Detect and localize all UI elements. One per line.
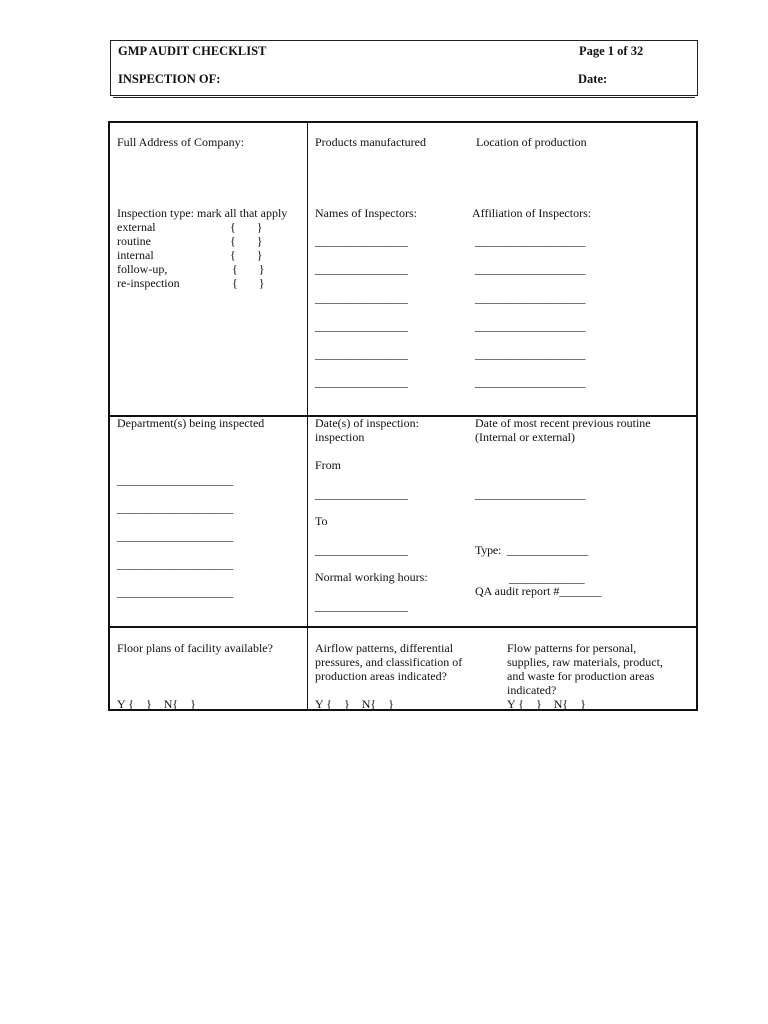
airflow-label-3: production areas indicated? [315, 669, 447, 683]
department-field[interactable]: ____________________ [117, 473, 234, 487]
recent-date-field[interactable]: ___________________ [475, 487, 586, 501]
type-internal-checkbox[interactable]: { } [230, 248, 263, 262]
table-bottom-border [108, 709, 698, 711]
column-divider [307, 121, 308, 711]
floor-plans-label: Floor plans of facility available? [117, 641, 273, 655]
flow-label-3: and waste for production areas [507, 669, 655, 683]
inspection-of-label: INSPECTION OF: [118, 72, 221, 86]
location-label: Location of production [476, 135, 587, 149]
department-field[interactable]: ____________________ [117, 501, 234, 515]
inspector-affiliation-field[interactable]: ___________________ [475, 347, 586, 361]
flow-yes-no[interactable]: Y { } N{ } [507, 697, 586, 711]
airflow-label-1: Airflow patterns, differential [315, 641, 454, 655]
table-left-border [108, 121, 110, 711]
table-right-border [696, 121, 698, 711]
to-label: To [315, 514, 328, 528]
type-routine-checkbox[interactable]: { } [230, 234, 263, 248]
flow-label-1: Flow patterns for personal, [507, 641, 637, 655]
document-title: GMP AUDIT CHECKLIST [118, 44, 267, 58]
airflow-yes-no[interactable]: Y { } N{ } [315, 697, 394, 711]
type-external-label: external [117, 220, 156, 234]
inspector-name-field[interactable]: ________________ [315, 291, 408, 305]
recent-routine-label-2: (Internal or external) [475, 430, 575, 444]
inspector-name-field[interactable]: ________________ [315, 347, 408, 361]
type-reinspection-label: re-inspection [117, 276, 180, 290]
department-field[interactable]: ____________________ [117, 557, 234, 571]
inspector-name-field[interactable]: ________________ [315, 319, 408, 333]
flow-label-2: supplies, raw materials, product, [507, 655, 663, 669]
floor-plans-yes-no[interactable]: Y { } N{ } [117, 697, 196, 711]
type-followup-checkbox[interactable]: { } [232, 262, 265, 276]
departments-label: Department(s) being inspected [117, 416, 265, 430]
names-inspectors-label: Names of Inspectors: [315, 206, 417, 220]
type-external-checkbox[interactable]: { } [230, 220, 263, 234]
row-divider-2 [108, 626, 698, 628]
products-label: Products manufactured [315, 135, 426, 149]
from-label: From [315, 458, 342, 472]
to-date-field[interactable]: ________________ [315, 543, 408, 557]
inspection-type-label: Inspection type: mark all that apply [117, 206, 288, 220]
page-number: Page 1 of 32 [579, 44, 644, 58]
affiliation-label: Affiliation of Inspectors: [472, 206, 592, 220]
type-reinspection-checkbox[interactable]: { } [232, 276, 265, 290]
dates-inspection-label: Date(s) of inspection: [315, 416, 419, 430]
table-top-border [108, 121, 698, 123]
normal-hours-label: Normal working hours: [315, 570, 428, 584]
inspector-affiliation-field[interactable]: ___________________ [475, 234, 586, 248]
recent-routine-label: Date of most recent previous routine [475, 416, 651, 430]
qa-audit-label: QA audit report #_______ [475, 584, 602, 598]
inspector-affiliation-field[interactable]: ___________________ [475, 375, 586, 389]
inspector-affiliation-field[interactable]: ___________________ [475, 262, 586, 276]
type-internal-label: internal [117, 248, 154, 262]
inspector-affiliation-field[interactable]: ___________________ [475, 291, 586, 305]
flow-label-4: indicated? [507, 683, 557, 697]
type-followup-label: follow-up, [117, 262, 168, 276]
inspector-affiliation-field[interactable]: ___________________ [475, 319, 586, 333]
inspector-name-field[interactable]: ________________ [315, 234, 408, 248]
full-address-label: Full Address of Company: [117, 135, 245, 149]
header-box [110, 40, 698, 96]
inspector-name-field[interactable]: ________________ [315, 375, 408, 389]
inspector-name-field[interactable]: ________________ [315, 262, 408, 276]
dates-inspection-label-2: inspection [315, 430, 365, 444]
type-routine-label: routine [117, 234, 151, 248]
qa-audit-number-field[interactable]: _____________ [509, 571, 585, 585]
airflow-label-2: pressures, and classification of [315, 655, 463, 669]
working-hours-field[interactable]: ________________ [315, 599, 408, 613]
department-field[interactable]: ____________________ [117, 529, 234, 543]
from-date-field[interactable]: ________________ [315, 487, 408, 501]
date-label: Date: [578, 72, 608, 86]
type-field[interactable]: Type: ______________ [475, 543, 588, 557]
department-field[interactable]: ____________________ [117, 585, 234, 599]
